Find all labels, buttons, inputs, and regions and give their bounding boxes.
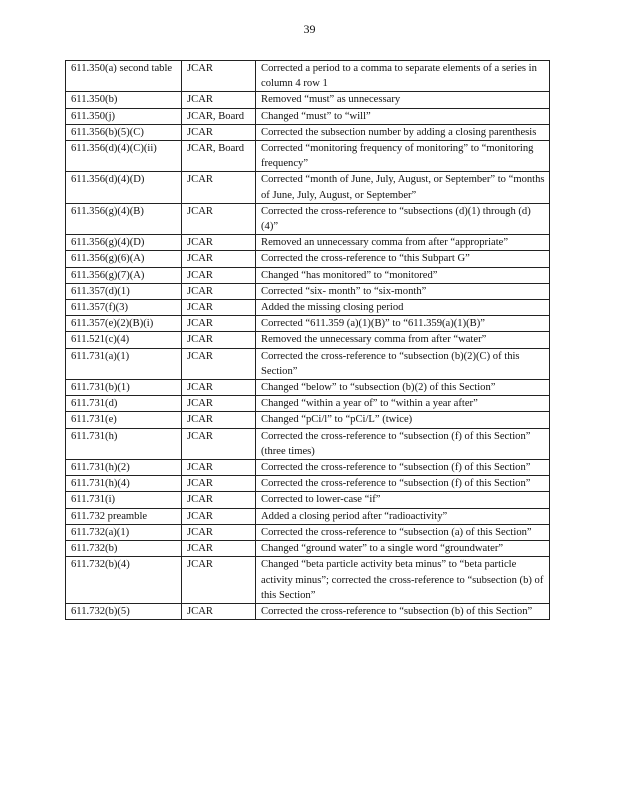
- table-row: [66, 460, 550, 476]
- changed-by-cell: JCAR: [182, 251, 256, 267]
- description-cell: Corrected “month of June, July, August, or September” to “months of June, July, August, or September”: [256, 172, 550, 203]
- changed-by-cell: JCAR: [182, 267, 256, 283]
- table-row: [66, 603, 550, 619]
- description-cell: Corrected “six- month” to “six-month”: [256, 283, 550, 299]
- section-cell: 611.731(a)(1): [66, 348, 182, 379]
- changed-by-cell: JCAR: [182, 492, 256, 508]
- changed-by-cell: JCAR: [182, 396, 256, 412]
- section-cell: 611.356(g)(6)(A): [66, 251, 182, 267]
- changed-by-cell: JCAR: [182, 61, 256, 92]
- changed-by-cell: JCAR: [182, 92, 256, 108]
- page-number: 39: [303, 22, 316, 36]
- changed-by-cell: JCAR: [182, 524, 256, 540]
- description-cell: Corrected the cross-reference to “subsection (b) of this Section”: [256, 603, 550, 619]
- section-cell: 611.356(d)(4)(C)(ii): [66, 141, 182, 172]
- table-row: [66, 396, 550, 412]
- changed-by-cell: JCAR: [182, 412, 256, 428]
- table-row: [66, 92, 550, 108]
- section-cell: 611.732(b)(5): [66, 603, 182, 619]
- description-cell: Removed the unnecessary comma from after “water”: [256, 332, 550, 348]
- table-row: [66, 108, 550, 124]
- description-cell: Corrected “611.359 (a)(1)(B)” to “611.359(a)(1)(B)”: [256, 316, 550, 332]
- section-cell: 611.732(b)(4): [66, 557, 182, 604]
- changed-by-cell: JCAR: [182, 460, 256, 476]
- section-cell: 611.356(g)(4)(D): [66, 235, 182, 251]
- description-cell: Changed “must” to “will”: [256, 108, 550, 124]
- description-cell: Changed “within a year of” to “within a year after”: [256, 396, 550, 412]
- section-cell: 611.732(b): [66, 541, 182, 557]
- table-row: [66, 476, 550, 492]
- table-row: [66, 380, 550, 396]
- description-cell: Changed “pCi/l” to “pCi/L” (twice): [256, 412, 550, 428]
- changed-by-cell: JCAR: [182, 235, 256, 251]
- section-cell: 611.350(a) second table: [66, 61, 182, 92]
- description-cell: Changed “beta particle activity beta minus” to “beta particle activity minus”; corrected the cross-reference to “subsection (b) of this Section”: [256, 557, 550, 604]
- changed-by-cell: JCAR: [182, 557, 256, 604]
- description-cell: Corrected a period to a comma to separate elements of a series in column 4 row 1: [256, 61, 550, 92]
- changed-by-cell: JCAR: [182, 300, 256, 316]
- section-cell: 611.732 preamble: [66, 508, 182, 524]
- description-cell: Removed an unnecessary comma from after “appropriate”: [256, 235, 550, 251]
- section-cell: 611.356(d)(4)(D): [66, 172, 182, 203]
- table-row: [66, 172, 550, 203]
- description-cell: Corrected the cross-reference to “this Subpart G”: [256, 251, 550, 267]
- table-row: [66, 412, 550, 428]
- changed-by-cell: JCAR: [182, 428, 256, 459]
- description-cell: Corrected the cross-reference to “subsection (b)(2)(C) of this Section”: [256, 348, 550, 379]
- section-cell: 611.356(b)(5)(C): [66, 124, 182, 140]
- table-row: [66, 508, 550, 524]
- changed-by-cell: JCAR: [182, 203, 256, 234]
- section-cell: 611.356(g)(4)(B): [66, 203, 182, 234]
- section-cell: 611.731(e): [66, 412, 182, 428]
- description-cell: Added the missing closing period: [256, 300, 550, 316]
- table-row: [66, 348, 550, 379]
- description-cell: Added a closing period after “radioactivity”: [256, 508, 550, 524]
- description-cell: Changed “ground water” to a single word “groundwater”: [256, 541, 550, 557]
- section-cell: 611.731(d): [66, 396, 182, 412]
- description-cell: Changed “has monitored” to “monitored”: [256, 267, 550, 283]
- table-row: [66, 267, 550, 283]
- changed-by-cell: JCAR: [182, 380, 256, 396]
- table-row: [66, 300, 550, 316]
- changed-by-cell: JCAR: [182, 283, 256, 299]
- section-cell: 611.521(c)(4): [66, 332, 182, 348]
- changed-by-cell: JCAR, Board: [182, 141, 256, 172]
- table-row: [66, 316, 550, 332]
- section-cell: 611.731(h)(4): [66, 476, 182, 492]
- section-cell: 611.732(a)(1): [66, 524, 182, 540]
- changed-by-cell: JCAR: [182, 603, 256, 619]
- table-row: [66, 428, 550, 459]
- table-row: [66, 332, 550, 348]
- table-row: [66, 492, 550, 508]
- errata-table: [65, 60, 550, 620]
- section-cell: 611.350(b): [66, 92, 182, 108]
- section-cell: 611.357(f)(3): [66, 300, 182, 316]
- description-cell: Corrected “monitoring frequency of monitoring” to “monitoring frequency”: [256, 141, 550, 172]
- changed-by-cell: JCAR: [182, 348, 256, 379]
- changed-by-cell: JCAR: [182, 508, 256, 524]
- section-cell: 611.731(i): [66, 492, 182, 508]
- section-cell: 611.356(g)(7)(A): [66, 267, 182, 283]
- section-cell: 611.731(h): [66, 428, 182, 459]
- changed-by-cell: JCAR: [182, 124, 256, 140]
- changed-by-cell: JCAR: [182, 476, 256, 492]
- description-cell: Corrected to lower-case “if”: [256, 492, 550, 508]
- table-row: [66, 251, 550, 267]
- changed-by-cell: JCAR, Board: [182, 108, 256, 124]
- section-cell: 611.731(b)(1): [66, 380, 182, 396]
- table-row: [66, 124, 550, 140]
- description-cell: Removed “must” as unnecessary: [256, 92, 550, 108]
- description-cell: Corrected the subsection number by adding a closing parenthesis: [256, 124, 550, 140]
- table-row: [66, 203, 550, 234]
- table-row: [66, 141, 550, 172]
- description-cell: Corrected the cross-reference to “subsections (d)(1) through (d)(4)”: [256, 203, 550, 234]
- section-cell: 611.731(h)(2): [66, 460, 182, 476]
- table-row: [66, 283, 550, 299]
- description-cell: Changed “below” to “subsection (b)(2) of this Section”: [256, 380, 550, 396]
- section-cell: 611.357(e)(2)(B)(i): [66, 316, 182, 332]
- changed-by-cell: JCAR: [182, 541, 256, 557]
- table-row: [66, 235, 550, 251]
- changed-by-cell: JCAR: [182, 172, 256, 203]
- table-row: [66, 61, 550, 92]
- section-cell: 611.357(d)(1): [66, 283, 182, 299]
- description-cell: Corrected the cross-reference to “subsection (f) of this Section”: [256, 460, 550, 476]
- changed-by-cell: JCAR: [182, 332, 256, 348]
- description-cell: Corrected the cross-reference to “subsection (a) of this Section”: [256, 524, 550, 540]
- table-row: [66, 541, 550, 557]
- changed-by-cell: JCAR: [182, 316, 256, 332]
- section-cell: 611.350(j): [66, 108, 182, 124]
- table-row: [66, 557, 550, 604]
- errata-table-body: [66, 61, 550, 620]
- description-cell: Corrected the cross-reference to “subsection (f) of this Section”: [256, 476, 550, 492]
- table-row: [66, 524, 550, 540]
- description-cell: Corrected the cross-reference to “subsection (f) of this Section” (three times): [256, 428, 550, 459]
